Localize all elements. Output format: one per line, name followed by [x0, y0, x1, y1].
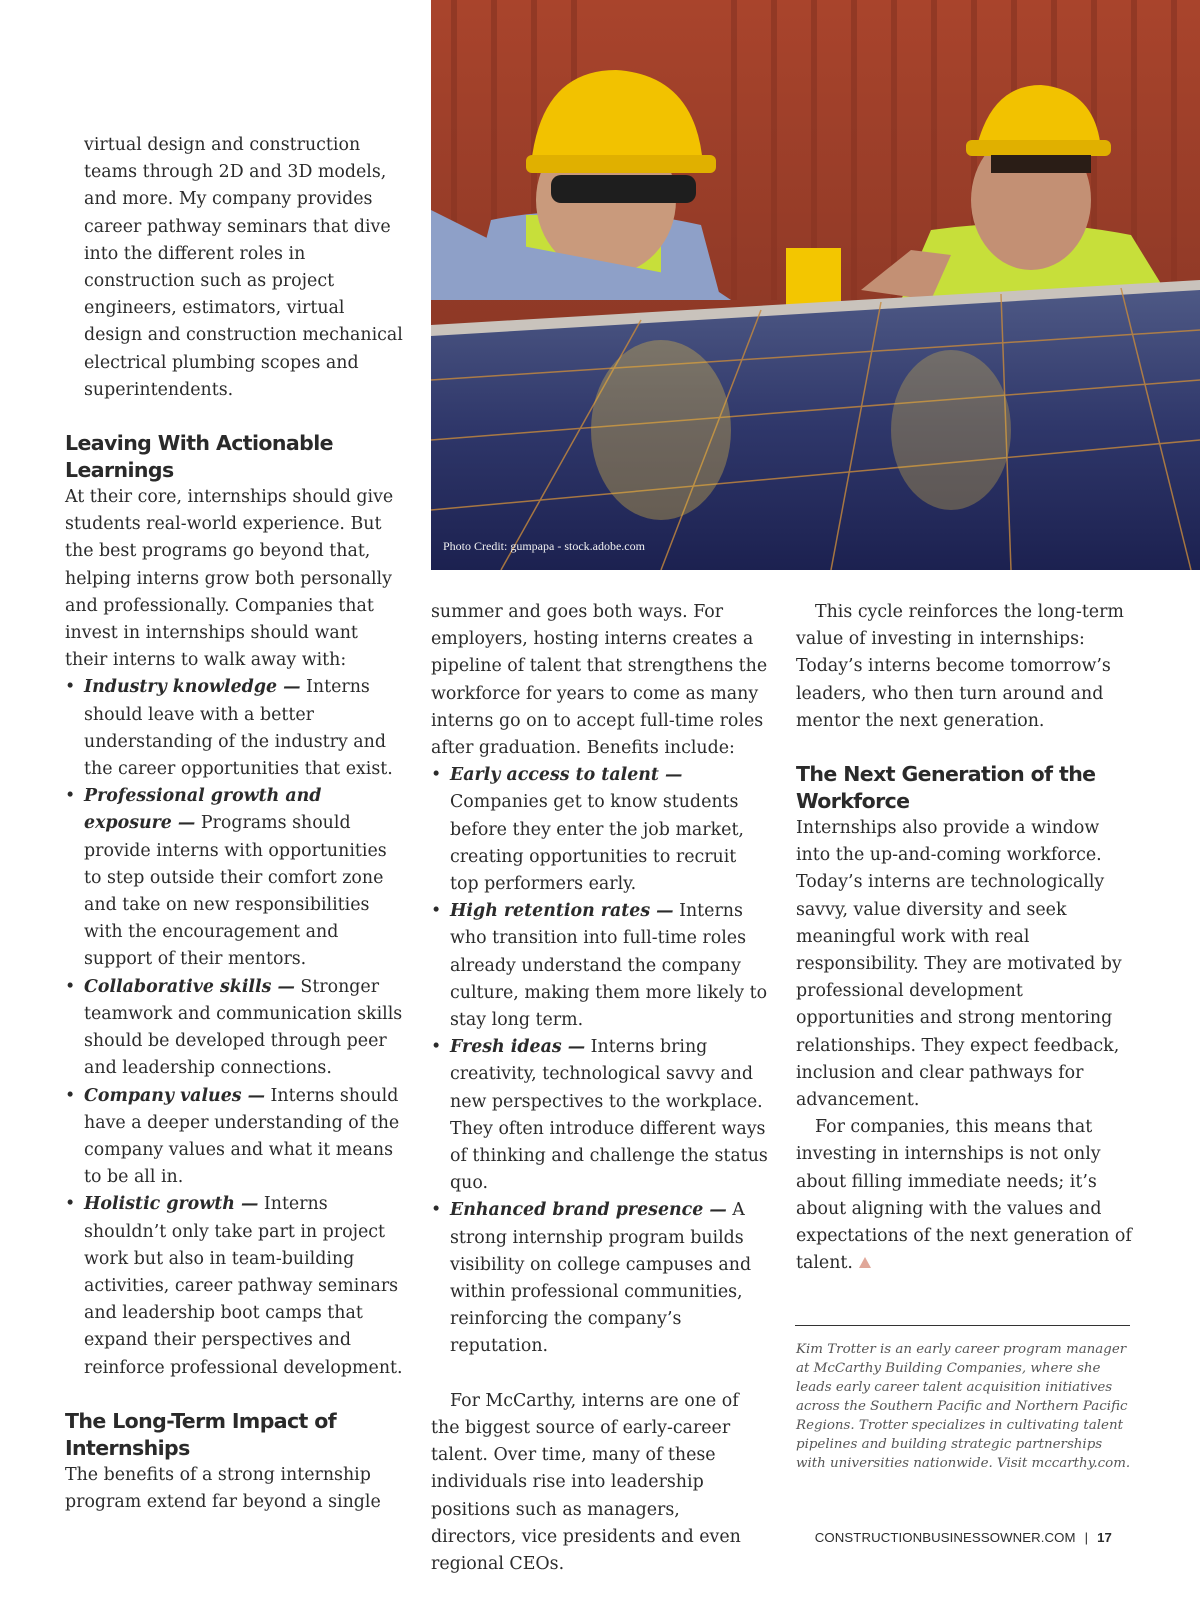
page-footer [815, 1530, 1112, 1545]
bullet-list [65, 674, 405, 1381]
paragraph: summer and goes both ways. For employers, hosting interns creates a pipeline of talent that strengthens the workforce for years to come as many interns go on to accept full-time roles after graduation. Benefits include: [431, 602, 768, 759]
paragraph: Internships also provide a window into the up-and-coming workforce. Today’s interns are technologically savvy, value diversity and seek meaningful work with real responsibility. They are motivated by professional development opportunities and strong mentoring relationships. They expect feedback, inclusion and clear pathways for advancement. [796, 818, 1122, 1111]
list-item: • Holistic growth — Interns shouldn’t only take part in project work but also in team-building activities, career pathway seminars and leadership boot camps that expand their perspectives and reinforce professional development. [65, 1191, 405, 1381]
list-item: • High retention rates — Interns who transition into full-time roles already understand the company culture, making them more likely to stay long term. [431, 898, 769, 1034]
column-1 [65, 132, 405, 1516]
list-item: • Fresh ideas — Interns bring creativity, technological savvy and new perspectives to the workplace. They often introduce different ways of thinking and challenge the status quo. [431, 1034, 769, 1197]
list-item: • Professional growth and exposure — Programs should provide interns with opportunities to step outside their comfort zone and take on new responsibilities with the encouragement and support of their mentors. [65, 783, 405, 973]
page-number: 17 [1097, 1530, 1112, 1545]
paragraph: For McCarthy, interns are one of the biggest source of early-career talent. Over time, many of these individuals rise into leadership positions such as managers, directors, vice presidents and even regional CEOs. [431, 1390, 741, 1574]
intro-paragraph: virtual design and construction teams through 2D and 3D models, and more. My company provides career pathway seminars that dive into the different roles in construction such as project engineers, estimators, virtual design and construction mechanical electrical plumbing scopes and superintendents. [84, 135, 403, 400]
footer-site: CONSTRUCTIONBUSINESSOWNER.COM [814, 1530, 1076, 1545]
list-item: • Early access to talent — Companies get to know students before they enter the job market, creating opportunities to recruit top performers early. [431, 762, 769, 898]
bullet-list [431, 762, 769, 1360]
section-heading-long-term-impact: The Long-Term Impact of Internships [65, 1408, 337, 1460]
list-item: • Industry knowledge — Interns should leave with a better understanding of the industry and the career opportunities that exist. [65, 674, 405, 783]
column-3 [796, 599, 1136, 1277]
hero-photo [431, 0, 1200, 570]
footer-separator: | [1084, 1530, 1089, 1545]
bio-divider [795, 1325, 1130, 1326]
author-bio: Kim Trotter is an early career program manager at McCarthy Building Companies, where she leads early career talent acquisition initiatives across the Southern Pacific and Northern Pacific Regions. Trotter specializes in cultivating talent pipelines and building strategic partnerships with universities nationwide. Visit mccarthy.com. [796, 1342, 1131, 1471]
solar-panel-workers-image [431, 0, 1200, 570]
section-heading-actionable-learnings: Leaving With Actionable Learnings [65, 431, 333, 483]
paragraph: For companies, this means that investing in internships is not only about filling immediate needs; it’s about aligning with the values and expectations of the next generation of talent. [796, 1117, 1132, 1274]
end-mark-icon [859, 1257, 871, 1268]
list-item: • Company values — Interns should have a deeper understanding of the company values and what it means to be all in. [65, 1083, 405, 1192]
paragraph: This cycle reinforces the long-term value of investing in internships: Today’s interns become tomorrow’s leaders, who then turn around and mentor the next generation. [796, 602, 1124, 731]
spirit-level [786, 248, 841, 308]
paragraph: At their core, internships should give students real-world experience. But the best programs go beyond that, helping interns grow both personally and professionally. Companies that invest in internships should want their interns to walk away with: [65, 487, 394, 671]
list-item: • Enhanced brand presence — A strong internship program builds visibility on college campuses and within professional communities, reinforcing the company’s reputation. [431, 1197, 769, 1360]
photo-credit: Photo Credit: gumpapa - stock.adobe.com [443, 539, 645, 553]
paragraph: The benefits of a strong internship program extend far beyond a single [65, 1464, 381, 1512]
section-heading-next-generation: The Next Generation of the Workforce [796, 762, 1096, 814]
column-2 [431, 599, 769, 1578]
list-item: • Collaborative skills — Stronger teamwork and communication skills should be developed through peer and leadership connections. [65, 974, 405, 1083]
